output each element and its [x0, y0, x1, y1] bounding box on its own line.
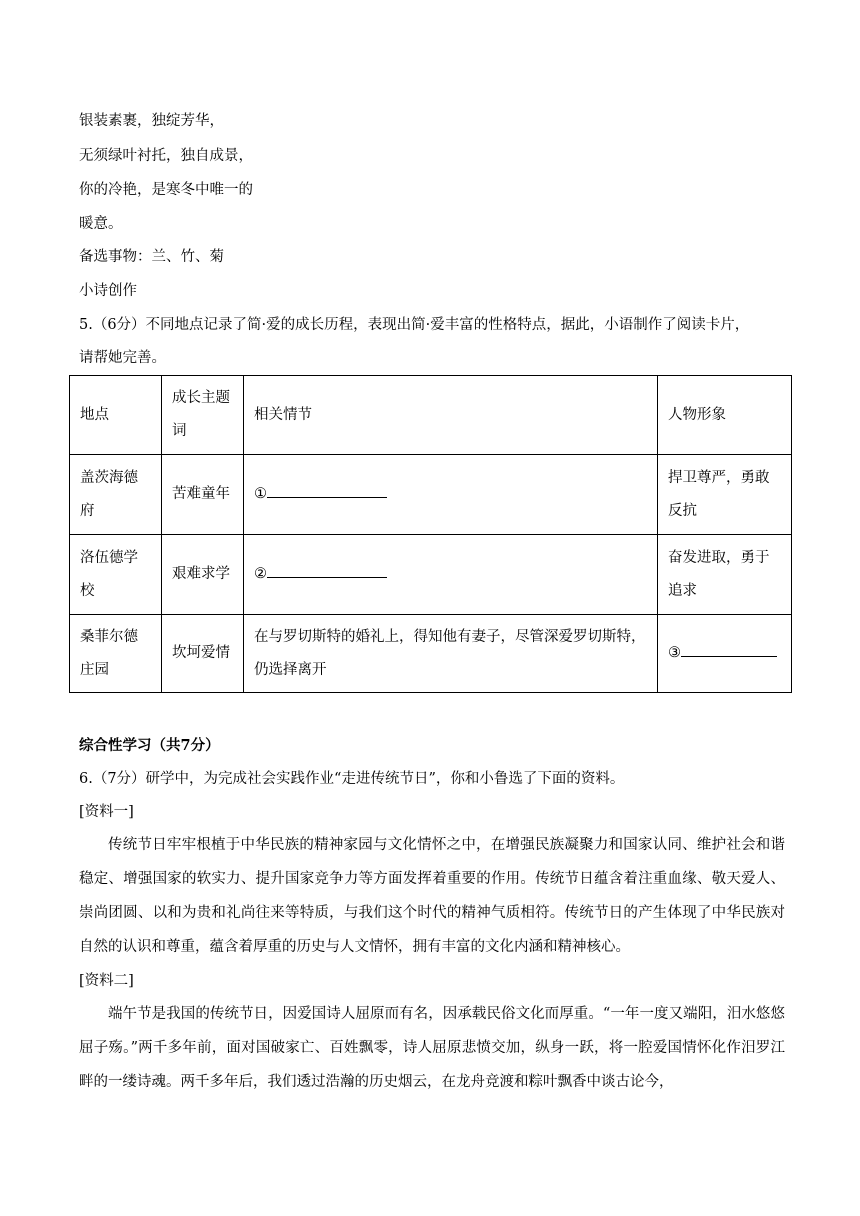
row-place: 桑菲尔德庄园	[70, 615, 162, 693]
answer-blank-3[interactable]	[681, 640, 777, 657]
table-row	[70, 615, 792, 693]
blank-label: ③	[668, 645, 681, 661]
row-image	[658, 615, 792, 693]
poem-line-4: 暖意。	[79, 216, 123, 232]
poem-line-1: 银装素裹，独绽芳华，	[79, 113, 224, 129]
header-place: 地点	[70, 376, 162, 455]
row-theme: 坎坷爱情	[162, 615, 244, 693]
header-theme: 成长主题词	[162, 376, 244, 455]
row-theme: 苦难童年	[162, 455, 244, 535]
reading-card-table	[69, 375, 792, 693]
poem-options: 备选事物：兰、竹、菊	[79, 249, 224, 265]
row-theme: 艰难求学	[162, 535, 244, 615]
row-image: 奋发进取，勇于追求	[658, 535, 792, 615]
row-place: 盖茨海德府	[70, 455, 162, 535]
row-place: 洛伍德学校	[70, 535, 162, 615]
header-image: 人物形象	[658, 376, 792, 455]
poem-creation-label: 小诗创作	[79, 283, 137, 299]
answer-blank-2[interactable]	[267, 561, 387, 578]
row-image: 捍卫尊严，勇敢反抗	[658, 455, 792, 535]
row-plot	[244, 535, 658, 615]
material-2-label: [资料二]	[79, 973, 134, 989]
q5-stem-line-2: 请帮她完善。	[79, 350, 166, 366]
row-plot	[244, 455, 658, 535]
table-row	[70, 455, 792, 535]
table-row	[70, 535, 792, 615]
blank-label: ①	[254, 486, 267, 502]
material-2-text: 端午节是我国的传统节日，因爱国诗人屈原而有名，因承载民俗文化而厚重。“一年一度又端阳，汨水悠悠屈子殇。”两千多年前，面对国破家亡、百姓飘零，诗人屈原悲愤交加，纵身一跃，将一腔爱国情怀化作汨罗江畔的一缕诗魂。两千多年后，我们透过浩瀚的历史烟云，在龙舟竞渡和粽叶飘香中谈古论今，	[79, 1006, 785, 1090]
header-plot: 相关情节	[244, 376, 658, 455]
section-title: 综合性学习（共7分）	[79, 737, 220, 754]
blank-label: ②	[254, 566, 267, 582]
q5-stem-line-1: 5.（6分）不同地点记录了简·爱的成长历程，表现出简·爱丰富的性格特点，据此，小语制作了阅读卡片，	[79, 317, 750, 333]
row-plot: 在与罗切斯特的婚礼上，得知他有妻子，尽管深爱罗切斯特，仍选择离开	[244, 615, 658, 693]
q6-stem: 6.（7分）研学中，为完成社会实践作业“走进传统节日”，你和小鲁选了下面的资料。	[79, 771, 625, 787]
answer-blank-1[interactable]	[267, 481, 387, 498]
poem-line-3: 你的冷艳，是寒冬中唯一的	[79, 182, 253, 198]
poem-line-2: 无须绿叶衬托，独自成景，	[79, 148, 253, 164]
table-header-row	[70, 376, 792, 455]
material-1-label: [资料一]	[79, 804, 134, 820]
material-1-text: 传统节日牢牢根植于中华民族的精神家园与文化情怀之中，在增强民族凝聚力和国家认同、维护社会和谐稳定、增强国家的软实力、提升国家竞争力等方面发挥着重要的作用。传统节日蕴含着注重血缘、敬天爱人、崇尚团圆、以和为贵和礼尚往来等特质，与我们这个时代的精神气质相符。传统节日的产生体现了中华民族对自然的认识和尊重，蕴含着厚重的历史与人文情怀，拥有丰富的文化内涵和精神核心。	[79, 837, 785, 955]
